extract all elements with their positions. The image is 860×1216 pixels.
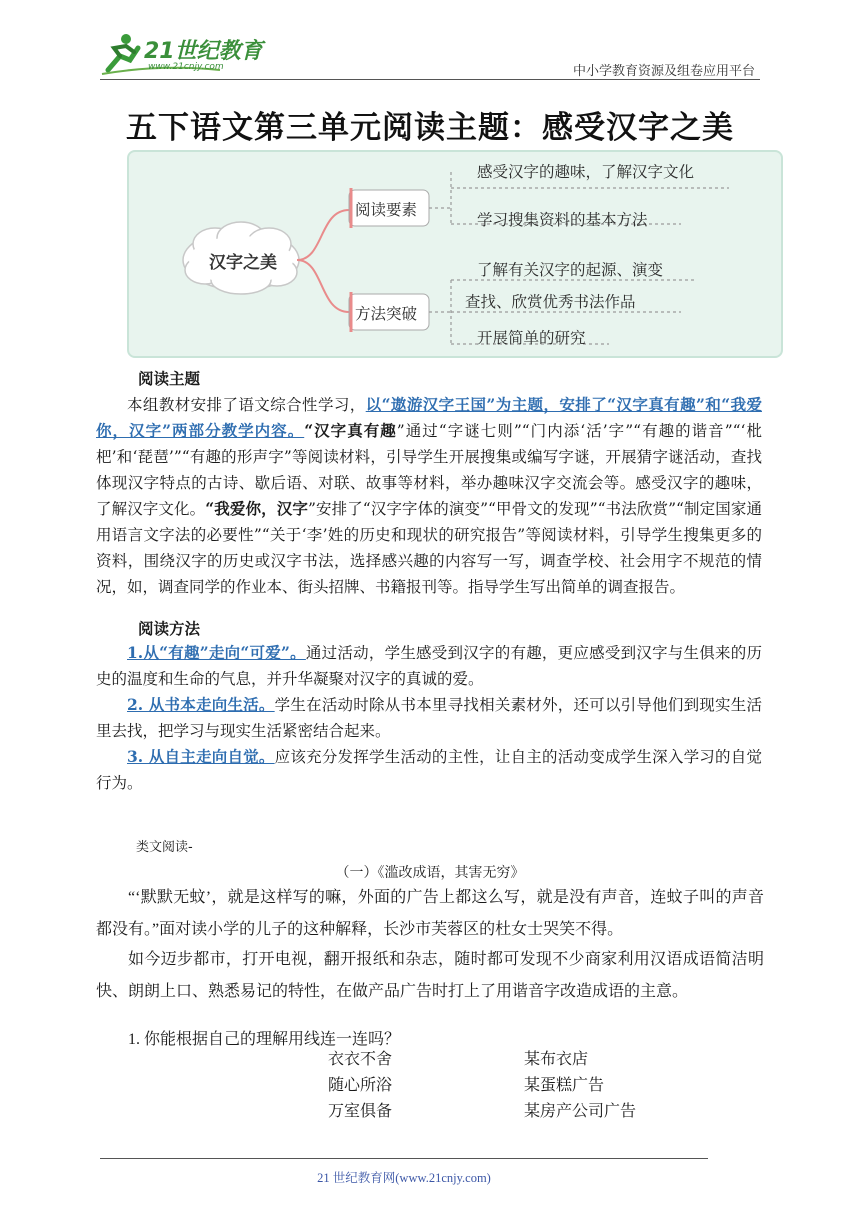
platform-name: 中小学教育资源及组卷应用平台 [572, 63, 755, 78]
mind-map-center: 汉字之美 [209, 253, 277, 273]
match-right-3: 某房产公司广告 [524, 1103, 637, 1120]
logo-text: 21世纪教育 [144, 39, 263, 64]
footer-text: 21 世纪教育网(www.21cnjy.com) [317, 1171, 491, 1185]
logo-url: www.21cnjy.com [148, 62, 224, 72]
theme-highlight: 以“遨游汉字王国”为主题，安排了“汉字真有趣”和“我爱你，汉字”两部分教学内容。 [96, 395, 762, 440]
match-left-1: 衣衣不舍 [328, 1051, 393, 1068]
page-title: 五下语文第三单元阅读主题：感受汉字之美 [126, 110, 734, 146]
branch-label-method: 方法突破 [355, 305, 418, 323]
match-left-2: 随心所浴 [328, 1077, 393, 1094]
method-item-1: 1.从“有趣”走向“可爱”。通过活动，学生感受到汉字的有趣，更应感受到汉字与生俱来的历史的温度和生命的气息，并升华凝聚对汉字的真诚的爱。 [96, 643, 762, 688]
reading-paragraph-1: “‘默默无蚊’，就是这样写的嘛，外面的广告上都这么写，就是没有声音，连蚊子叫的声音都没有。”面对读小学的儿子的这种解释，长沙市芙蓉区的杜女士哭笑不得。 [96, 889, 764, 938]
branch-item: 查找、欣赏优秀书法作品 [465, 293, 636, 311]
section-heading-theme: 阅读主题 [138, 369, 201, 388]
match-left-3: 万室俱备 [328, 1103, 393, 1120]
reading-subtitle: （一）《滥改成语，其害无穷》 [335, 866, 525, 881]
reading-paragraph-2: 如今迈步都市，打开电视，翻开报纸和杂志，随时都可发现不少商家利用汉语成语简洁明快、朗朗上口、熟悉易记的特性，在做产品广告时打上了用谐音字改造成语的主意。 [96, 951, 764, 1000]
section-heading-methods: 阅读方法 [138, 619, 201, 638]
branch-item: 了解有关汉字的起源、演变 [477, 261, 664, 279]
branch-item: 学习搜集资料的基本方法 [477, 211, 648, 229]
footer-divider [100, 1158, 708, 1159]
branch-item: 开展简单的研究 [477, 329, 586, 347]
match-right-1: 某布衣店 [524, 1051, 589, 1068]
branch-label-reading-elements: 阅读要素 [355, 201, 418, 219]
question-1: 1. 你能根据自己的理解用线连一连吗？ [128, 1031, 401, 1048]
method-item-2: 2. 从书本走向生活。学生在活动时除从书本里寻找相关素材外，还可以引导他们到现实生活里去找，把学习与现实生活紧密结合起来。 [96, 695, 762, 740]
theme-paragraph: 本组教材安排了语文综合性学习，以“遨游汉字王国”为主题，安排了“汉字真有趣”和“我爱你，汉字”两部分教学内容。“汉字真有趣”通过“字谜七则”“门内添‘活’字”“有趣的谐音”“‘枇杷’和‘琵琶’”“有趣的形声字”等阅读材料，引导学生开展搜集或编写字谜，开展猜字谜活动，查找体现汉字特点的古诗、歇后语、对联、故事等材料，举办趣味汉字交流会等。感受汉字的趣味，了解汉字文化。“我爱你，汉字”安排了“汉字字体的演变”“甲骨文的发现”“书法欣赏”“制定国家通用语言文字法的必要性”“关于‘李’姓的历史和现状的研究报告”等阅读材料，引导学生搜集更多的资料，围绕汉字的历史或汉字书法，选择感兴趣的内容写一写，调查学校、社会用字不规范的情况，如，调查同学的作业本、街头招牌、书籍报刊等。指导学生写出简单的调查报告。 [96, 395, 762, 596]
method-item-3: 3. 从自主走向自觉。应该充分发挥学生活动的主性，让自主的活动变成学生深入学习的自觉行为。 [96, 747, 762, 792]
header-divider [100, 79, 760, 80]
related-reading-label: 类文阅读- [136, 840, 193, 855]
site-logo [100, 30, 270, 78]
mind-map [127, 150, 783, 358]
match-right-2: 某蛋糕广告 [524, 1077, 605, 1094]
branch-item: 感受汉字的趣味，了解汉字文化 [477, 163, 695, 181]
